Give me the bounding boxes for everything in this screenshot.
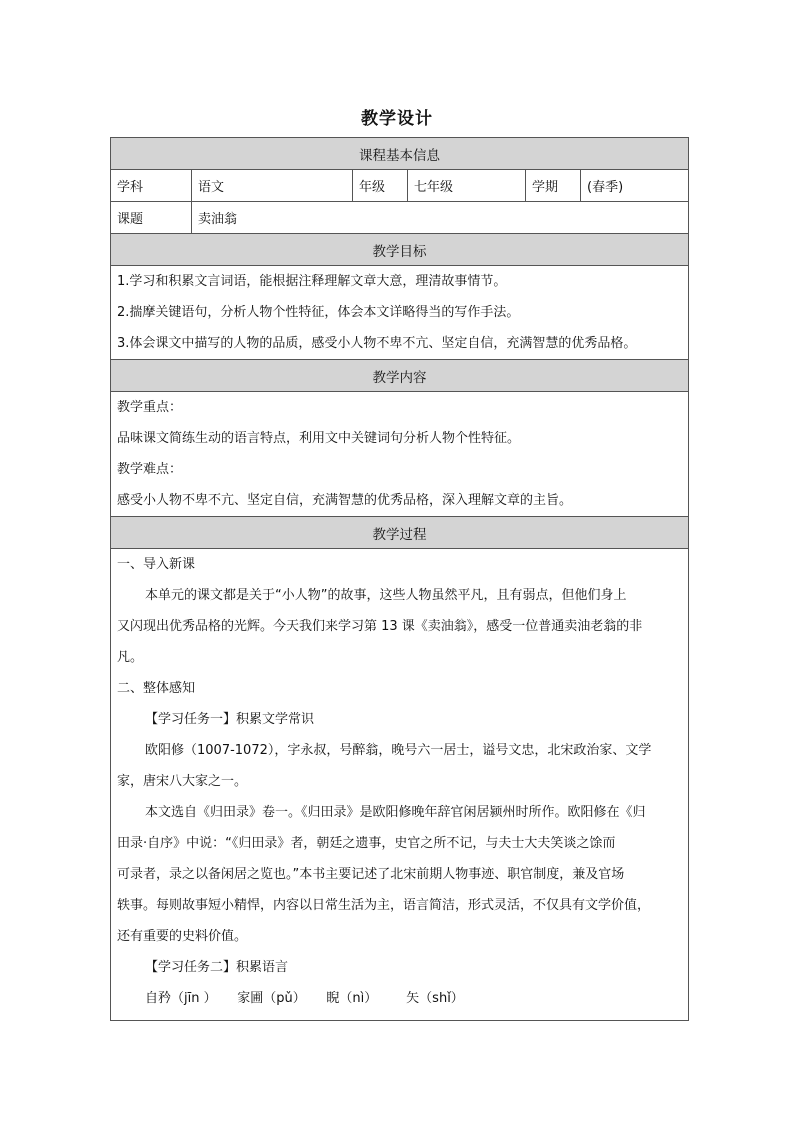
paragraph-line: 轶事。每则故事短小精悍，内容以日常生活为主，语言简洁，形式灵活，不仅具有文学价值， <box>117 898 651 913</box>
grade-label: 年级 <box>353 170 408 202</box>
paragraph-line: 还有重要的史料价值。 <box>117 929 248 944</box>
paragraph-line: 本文选自《归田录》卷一。《归田录》是欧阳修晚年辞官闲居颍州时所作。欧阳修在《归 <box>145 805 646 820</box>
difficulty-text: 感受小人物不卑不亢、坚定自信，充满智慧的优秀品格，深入理解文章的主旨。 <box>117 493 573 508</box>
content-header: 教学内容 <box>111 360 689 392</box>
paragraph-line: 家，唐宋八大家之一。 <box>117 774 248 789</box>
goal-item: 1.学习和积累文言词语，能根据注释理解文章大意，理清故事情节。 <box>117 274 507 289</box>
task-heading: 【学习任务二】积累语言 <box>145 960 289 975</box>
goals-row <box>111 266 689 360</box>
process-cell <box>111 549 689 1021</box>
process-header-row <box>111 517 689 549</box>
task-heading: 【学习任务一】积累文学常识 <box>145 712 315 727</box>
goals-header-row <box>111 234 689 266</box>
basic-info-header: 课程基本信息 <box>111 138 689 170</box>
key-point-label: 教学重点： <box>117 400 183 415</box>
difficulty-label: 教学难点： <box>117 462 183 477</box>
term-value: (春季) <box>581 170 689 202</box>
basic-info-row-2 <box>111 202 689 234</box>
paragraph-line: 凡。 <box>117 650 144 665</box>
content-row <box>111 392 689 517</box>
basic-info-header-row <box>111 138 689 170</box>
goal-item: 2.揣摩关键语句，分析人物个性特征，体会本文详略得当的写作手法。 <box>117 305 520 320</box>
goals-cell <box>111 266 689 360</box>
section-heading: 二、整体感知 <box>117 681 196 696</box>
process-row <box>111 549 689 1021</box>
paragraph-line: 可录者，录之以备闲居之览也。”本书主要记述了北宋前期人物事迹、职官制度，兼及官场 <box>117 867 625 882</box>
key-point-text: 品味课文简练生动的语言特点，利用文中关键词句分析人物个性特征。 <box>117 431 521 446</box>
paragraph-line: 欧阳修（1007-1072），字永叔，号醉翁，晚号六一居士，谥号文忠，北宋政治家、文学 <box>145 743 652 758</box>
term-label: 学期 <box>526 170 581 202</box>
subject-value: 语文 <box>192 170 353 202</box>
vocabulary-line: 自矜（jīn ） 家圃（pǔ） 睨（nì） 矢（shǐ） <box>145 991 464 1006</box>
goal-item: 3.体会课文中描写的人物的品质，感受小人物不卑不亢、坚定自信，充满智慧的优秀品格。 <box>117 336 637 351</box>
content-header-row <box>111 360 689 392</box>
goals-header: 教学目标 <box>111 234 689 266</box>
topic-label: 课题 <box>111 202 192 234</box>
process-header: 教学过程 <box>111 517 689 549</box>
lesson-plan-table <box>110 137 689 1021</box>
basic-info-row-1 <box>111 170 689 202</box>
section-heading: 一、导入新课 <box>117 557 196 572</box>
paragraph-line: 田录·自序》中说：“《归田录》者，朝廷之遗事，史官之所不记，与夫士大夫笑谈之馀而 <box>117 836 616 851</box>
paragraph-line: 本单元的课文都是关于“小人物”的故事，这些人物虽然平凡，且有弱点，但他们身上 <box>145 588 627 603</box>
document-title: 教学设计 <box>361 109 433 129</box>
paragraph-line: 又闪现出优秀品格的光辉。今天我们来学习第 13 课《卖油翁》，感受一位普通卖油老翁的非 <box>117 619 643 634</box>
topic-value: 卖油翁 <box>192 202 689 234</box>
subject-label: 学科 <box>111 170 192 202</box>
grade-value: 七年级 <box>408 170 526 202</box>
content-cell <box>111 392 689 517</box>
